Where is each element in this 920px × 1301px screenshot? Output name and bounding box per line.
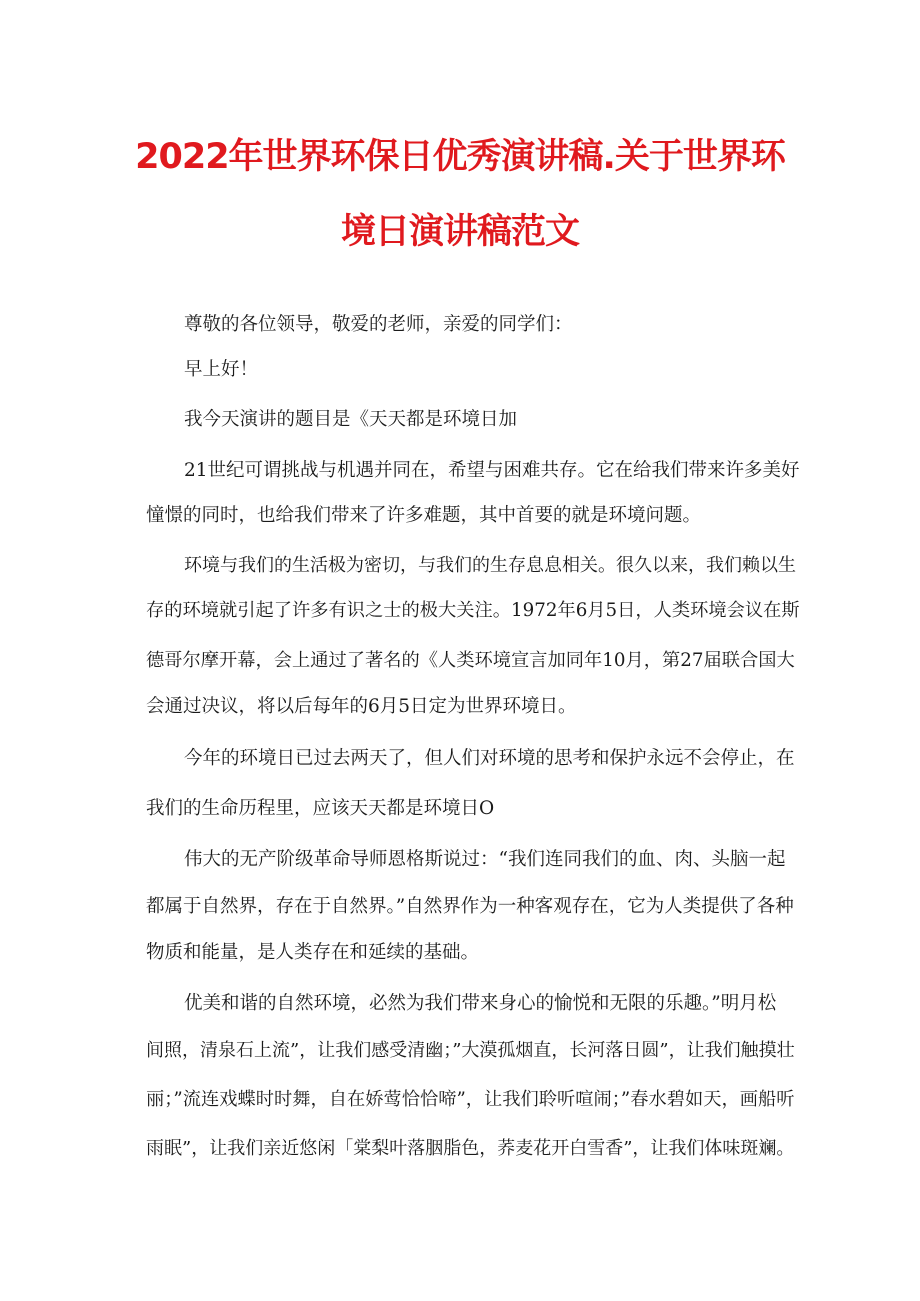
- paragraph-line: 21世纪可谓挑战与机遇并同在，希望与困难共存。它在给我们带来许多美好: [184, 460, 800, 481]
- paragraph-line: 优美和谐的自然环境，必然为我们带来身心的愉悦和无限的乐趣。”明月松: [184, 993, 777, 1014]
- salutation-line: 尊敬的各位领导，敬爱的老师，亲爱的同学们：: [184, 314, 573, 335]
- paragraph-line: 憧憬的同时，也给我们带来了许多难题，其中首要的就是环境问题。: [146, 505, 702, 526]
- paragraph-line: 会通过决议，将以后每年的6月5日定为世界环境日。: [146, 696, 577, 717]
- paragraph-line: 今年的环境日已过去两天了，但人们对环境的思考和保护永远不会停止，在: [184, 748, 795, 769]
- paragraph-line: 伟大的无产阶级革命导师恩格斯说过：“我们连同我们的血、肉、头脑一起: [184, 849, 786, 870]
- topic-line: 我今天演讲的题目是《天天都是环境日加: [184, 409, 518, 430]
- greeting-line: 早上好！: [184, 359, 259, 380]
- paragraph-line: 环境与我们的生活极为密切，与我们的生存息息相关。很久以来，我们赖以生: [184, 555, 796, 576]
- paragraph-line: 物质和能量，是人类存在和延续的基础。: [146, 942, 480, 963]
- paragraph-line: 雨眠”，让我们亲近悠闲「棠梨叶落胭脂色，荞麦花开白雪香”，让我们体味斑斓。: [146, 1138, 795, 1159]
- paragraph-line: 我们的生命历程里，应该天天都是环境日O: [146, 798, 495, 819]
- paragraph-line: 存的环境就引起了许多有识之士的极大关注。1972年6月5日，人类环境会议在斯: [146, 600, 800, 621]
- paragraph-line: 间照，清泉石上流”，让我们感受清幽；”大漠孤烟直，长河落日圆”，让我们触摸壮: [146, 1040, 795, 1061]
- document-title-line-2: 境日演讲稿范文: [340, 212, 579, 252]
- paragraph-line: 丽；”流连戏蝶时时舞，自在娇莺恰恰啼”，让我们聆听喧闹；”春水碧如天，画船听: [146, 1089, 795, 1110]
- document-title-line-1: 2022年世界环保日优秀演讲稿.关于世界环: [135, 137, 785, 177]
- paragraph-line: 德哥尔摩开幕，会上通过了著名的《人类环境宣言加同年10月，第27届联合国大: [146, 650, 795, 671]
- paragraph-line: 都属于自然界，存在于自然界。”自然界作为一种客观存在，它为人类提供了各种: [146, 896, 794, 917]
